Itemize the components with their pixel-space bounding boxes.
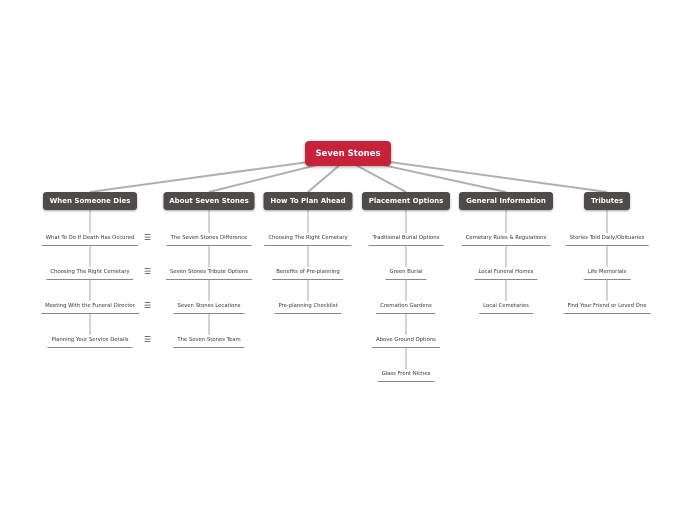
notes-icon[interactable]: ☰ bbox=[144, 267, 152, 276]
notes-icon[interactable]: ☰ bbox=[144, 301, 152, 310]
branch-label: About Seven Stones bbox=[169, 197, 249, 205]
child-node[interactable]: Pre-planning Checklist bbox=[274, 303, 341, 314]
notes-icon[interactable]: ☰ bbox=[144, 233, 152, 242]
child-node[interactable]: Local Funeral Homes bbox=[474, 269, 537, 280]
child-node[interactable]: The Seven Stones Team bbox=[173, 337, 244, 348]
child-node[interactable]: Cremation Gardens bbox=[376, 303, 435, 314]
child-node[interactable]: Above Ground Options bbox=[372, 337, 440, 348]
child-node[interactable]: Traditional Burial Options bbox=[369, 235, 444, 246]
branch-node[interactable] bbox=[43, 192, 137, 210]
branch-label: How To Plan Ahead bbox=[270, 197, 346, 205]
child-node[interactable]: Planning Your Service Details bbox=[47, 337, 132, 348]
child-node[interactable]: Seven Stones Tribute Options bbox=[166, 269, 252, 280]
child-node[interactable]: Seven Stones Locations bbox=[174, 303, 245, 314]
branch-label: General Information bbox=[466, 197, 546, 205]
branch-node[interactable] bbox=[584, 192, 630, 210]
branch-node[interactable] bbox=[264, 192, 353, 210]
child-node[interactable]: The Seven Stones Difference bbox=[167, 235, 252, 246]
branch-label: Tributes bbox=[590, 197, 624, 205]
child-node[interactable]: What To Do If Death Has Occured bbox=[42, 235, 138, 246]
notes-icon[interactable]: ☰ bbox=[144, 335, 152, 344]
branch-node[interactable] bbox=[164, 192, 255, 210]
root-label: Seven Stones bbox=[315, 148, 381, 159]
child-node[interactable]: Choosing The Right Cemetary bbox=[264, 235, 351, 246]
child-node[interactable]: Green Burial bbox=[385, 269, 426, 280]
child-node[interactable]: Local Cemetaries bbox=[479, 303, 533, 314]
child-node[interactable]: Choosing The Right Cemetary bbox=[46, 269, 133, 280]
branch-label: When Someone Dies bbox=[49, 197, 131, 205]
child-node[interactable]: Find Your Friend or Loved One bbox=[564, 303, 651, 314]
root-node[interactable] bbox=[305, 141, 391, 166]
child-node[interactable]: Life Memorials bbox=[584, 269, 631, 280]
child-node[interactable]: Glass Front Niches bbox=[378, 371, 435, 382]
child-node[interactable]: Meeting With the Funeral Director bbox=[41, 303, 139, 314]
branch-node[interactable] bbox=[362, 192, 450, 210]
branch-label: Placement Options bbox=[368, 197, 444, 205]
child-node[interactable]: Cemetary Rules & Regulations bbox=[462, 235, 551, 246]
root-connector bbox=[90, 159, 330, 192]
branch-node[interactable] bbox=[459, 192, 553, 210]
child-node[interactable]: Benefits of Pre-planning bbox=[272, 269, 343, 280]
child-node[interactable]: Stories Told Daily/Obituaries bbox=[566, 235, 649, 246]
root-connector bbox=[308, 163, 342, 192]
